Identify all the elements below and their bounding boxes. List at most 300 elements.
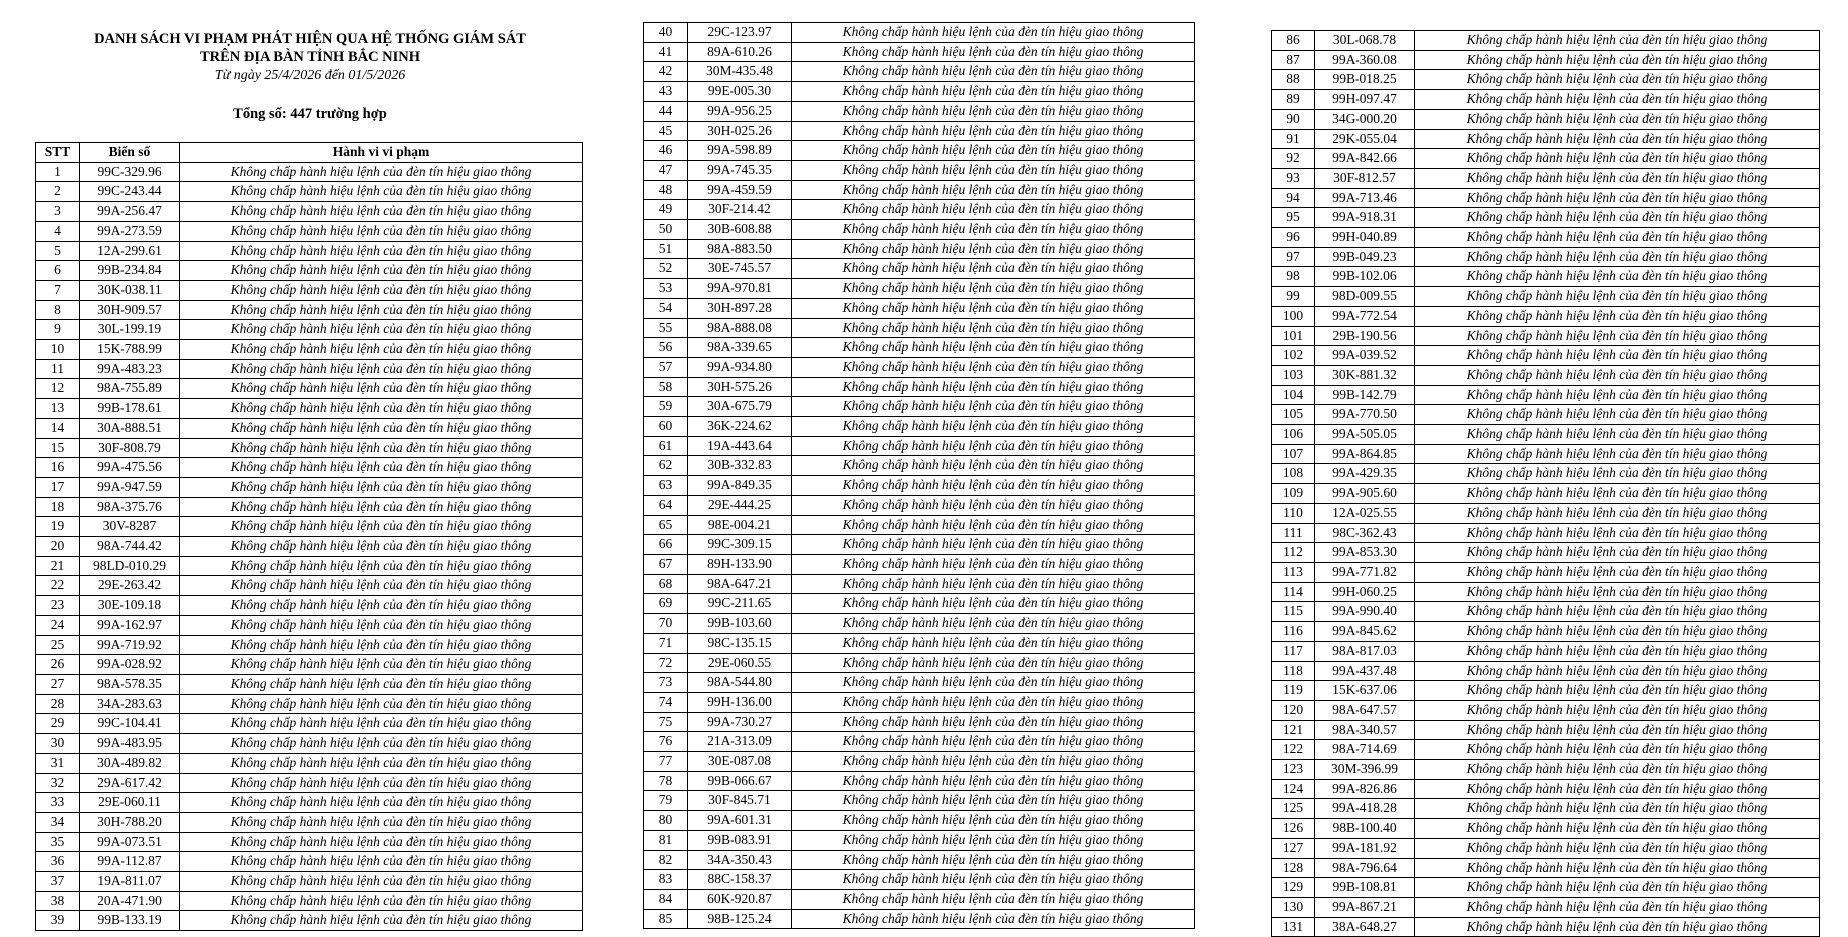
plate-cell: 30H-788.20 [80,812,180,832]
table-row [1272,188,1820,208]
plate-cell: 29E-060.55 [688,653,792,673]
violation-cell: Không chấp hành hiệu lệnh của đèn tín hiệu giao thông [1415,838,1820,858]
violation-cell: Không chấp hành hiệu lệnh của đèn tín hiệu giao thông [792,318,1195,338]
table-row [36,300,583,320]
plate-cell: 98A-647.21 [688,574,792,594]
stt-cell: 102 [1272,346,1315,366]
table-row [36,576,583,596]
stt-cell: 70 [644,614,688,634]
plate-cell: 29E-060.11 [80,793,180,813]
violation-cell: Không chấp hành hiệu lệnh của đèn tín hiệu giao thông [180,872,583,892]
table-row [36,734,583,754]
table-row [36,635,583,655]
violation-cell: Không chấp hành hiệu lệnh của đèn tín hiệu giao thông [1415,168,1820,188]
stt-header: STT [36,143,80,163]
violation-cell: Không chấp hành hiệu lệnh của đèn tín hiệu giao thông [792,811,1195,831]
violation-cell: Không chấp hành hiệu lệnh của đèn tín hiệu giao thông [180,793,583,813]
violation-cell: Không chấp hành hiệu lệnh của đèn tín hiệu giao thông [1415,681,1820,701]
plate-cell: 29E-263.42 [80,576,180,596]
violation-cell: Không chấp hành hiệu lệnh của đèn tín hiệu giao thông [1415,306,1820,326]
stt-cell: 4 [36,221,80,241]
violations-table-2 [643,22,1195,929]
violation-cell: Không chấp hành hiệu lệnh của đèn tín hiệu giao thông [180,418,583,438]
stt-cell: 37 [36,872,80,892]
stt-cell: 1 [36,162,80,182]
table-row [644,298,1195,318]
violation-cell: Không chấp hành hiệu lệnh của đèn tín hiệu giao thông [792,673,1195,693]
violation-cell: Không chấp hành hiệu lệnh của đèn tín hiệu giao thông [180,221,583,241]
violation-cell: Không chấp hành hiệu lệnh của đèn tín hiệu giao thông [180,517,583,537]
table-row [36,753,583,773]
table-row [36,162,583,182]
violation-cell: Không chấp hành hiệu lệnh của đèn tín hiệu giao thông [180,734,583,754]
table-row [36,596,583,616]
table-row [1272,149,1820,169]
stt-cell: 40 [644,23,688,43]
stt-cell: 55 [644,318,688,338]
total-count: Tổng số: 447 trường hợp [233,106,387,122]
stt-cell: 94 [1272,188,1315,208]
violation-cell: Không chấp hành hiệu lệnh của đèn tín hiệu giao thông [792,456,1195,476]
violation-cell: Không chấp hành hiệu lệnh của đèn tín hiệu giao thông [180,379,583,399]
table-row [36,911,583,931]
violation-cell: Không chấp hành hiệu lệnh của đèn tín hiệu giao thông [180,399,583,419]
violation-cell: Không chấp hành hiệu lệnh của đèn tín hiệu giao thông [1415,444,1820,464]
stt-cell: 81 [644,830,688,850]
table-header-row [36,143,583,163]
table-row [644,279,1195,299]
table-row [1272,484,1820,504]
violation-cell: Không chấp hành hiệu lệnh của đèn tín hiệu giao thông [180,300,583,320]
document-title-line-2: TRÊN ĐỊA BÀN TỈNH BẮC NINH [199,49,421,65]
violation-cell: Không chấp hành hiệu lệnh của đèn tín hiệu giao thông [1415,228,1820,248]
plate-cell: 98A-888.08 [688,318,792,338]
table-row [644,338,1195,358]
table-row [36,832,583,852]
violation-cell: Không chấp hành hiệu lệnh của đèn tín hiệu giao thông [792,397,1195,417]
plate-cell: 99A-475.56 [80,458,180,478]
plate-cell: 98A-755.89 [80,379,180,399]
plate-cell: 99A-845.62 [1315,622,1415,642]
stt-cell: 35 [36,832,80,852]
table-row [1272,267,1820,287]
violation-cell: Không chấp hành hiệu lệnh của đèn tín hiệu giao thông [1415,267,1820,287]
table-row [1272,208,1820,228]
stt-cell: 38 [36,891,80,911]
table-row [1272,779,1820,799]
table-row [1272,287,1820,307]
stt-cell: 106 [1272,425,1315,445]
stt-cell: 120 [1272,700,1315,720]
plate-cell: 99A-956.25 [688,101,792,121]
table-row [1272,31,1820,51]
violation-cell: Không chấp hành hiệu lệnh của đèn tín hiệu giao thông [1415,31,1820,51]
table-row [36,438,583,458]
plate-cell: 98A-883.50 [688,239,792,259]
table-row [36,852,583,872]
violation-cell: Không chấp hành hiệu lệnh của đèn tín hiệu giao thông [792,909,1195,929]
plate-cell: 99A-853.30 [1315,543,1415,563]
table-row [1272,819,1820,839]
table-row [644,220,1195,240]
plate-cell: 98LD-010.29 [80,556,180,576]
violation-cell: Không chấp hành hiệu lệnh của đèn tín hiệu giao thông [1415,287,1820,307]
table-row [1272,247,1820,267]
violation-cell: Không chấp hành hiệu lệnh của đèn tín hiệu giao thông [1415,129,1820,149]
stt-cell: 112 [1272,543,1315,563]
violation-cell: Không chấp hành hiệu lệnh của đèn tín hiệu giao thông [792,830,1195,850]
stt-cell: 44 [644,101,688,121]
table-row [1272,740,1820,760]
plate-cell: 60K-920.87 [688,889,792,909]
violations-table-3 [1271,30,1820,937]
stt-cell: 62 [644,456,688,476]
stt-cell: 23 [36,596,80,616]
table-row [644,377,1195,397]
violation-cell: Không chấp hành hiệu lệnh của đèn tín hiệu giao thông [180,556,583,576]
stt-cell: 118 [1272,661,1315,681]
table-row [644,318,1195,338]
violation-cell: Không chấp hành hiệu lệnh của đèn tín hiệu giao thông [180,655,583,675]
stt-cell: 7 [36,280,80,300]
plate-cell: 34A-283.63 [80,694,180,714]
table-row [644,23,1195,43]
table-row [1272,917,1820,937]
stt-cell: 109 [1272,484,1315,504]
violation-cell: Không chấp hành hiệu lệnh của đèn tín hiệu giao thông [792,535,1195,555]
violation-cell: Không chấp hành hiệu lệnh của đèn tín hiệu giao thông [1415,70,1820,90]
plate-cell: 29E-444.25 [688,495,792,515]
violation-cell: Không chấp hành hiệu lệnh của đèn tín hiệu giao thông [792,141,1195,161]
table-row [644,101,1195,121]
plate-cell: 99H-060.25 [1315,582,1415,602]
violation-cell: Không chấp hành hiệu lệnh của đèn tín hiệu giao thông [792,239,1195,259]
plate-cell: 19A-443.64 [688,436,792,456]
stt-cell: 36 [36,852,80,872]
table-row [1272,444,1820,464]
violation-cell: Không chấp hành hiệu lệnh của đèn tín hiệu giao thông [792,121,1195,141]
plate-cell: 30H-575.26 [688,377,792,397]
table-row [1272,562,1820,582]
table-row [36,261,583,281]
table-row [1272,365,1820,385]
plate-cell: 99B-108.81 [1315,878,1415,898]
plate-cell: 99C-329.96 [80,162,180,182]
stt-cell: 12 [36,379,80,399]
plate-cell: 98B-125.24 [688,909,792,929]
table-row [36,241,583,261]
table-row [36,615,583,635]
plate-cell: 99A-073.51 [80,832,180,852]
violation-cell: Không chấp hành hiệu lệnh của đèn tín hiệu giao thông [1415,149,1820,169]
table-row [1272,168,1820,188]
stt-cell: 96 [1272,228,1315,248]
table-row [644,811,1195,831]
table-row [1272,700,1820,720]
plate-cell: 99A-826.86 [1315,779,1415,799]
table-row [36,714,583,734]
plate-cell: 99A-713.46 [1315,188,1415,208]
stt-cell: 19 [36,517,80,537]
violation-cell: Không chấp hành hiệu lệnh của đèn tín hiệu giao thông [792,732,1195,752]
stt-cell: 59 [644,397,688,417]
violation-cell: Không chấp hành hiệu lệnh của đèn tín hiệu giao thông [1415,208,1820,228]
violation-cell: Không chấp hành hiệu lệnh của đèn tín hiệu giao thông [792,377,1195,397]
table-row [36,399,583,419]
violation-cell: Không chấp hành hiệu lệnh của đèn tín hiệu giao thông [1415,779,1820,799]
plate-cell: 99A-864.85 [1315,444,1415,464]
stt-cell: 29 [36,714,80,734]
violation-cell: Không chấp hành hiệu lệnh của đèn tín hiệu giao thông [180,438,583,458]
stt-cell: 123 [1272,760,1315,780]
stt-cell: 88 [1272,70,1315,90]
table-row [1272,582,1820,602]
plate-cell: 99A-483.23 [80,359,180,379]
stt-cell: 127 [1272,838,1315,858]
plate-cell: 15K-637.06 [1315,681,1415,701]
plate-cell: 98A-647.57 [1315,700,1415,720]
stt-cell: 33 [36,793,80,813]
plate-cell: 30F-214.42 [688,200,792,220]
stt-cell: 111 [1272,523,1315,543]
table-row [644,830,1195,850]
table-row [644,633,1195,653]
violation-cell: Không chấp hành hiệu lệnh của đèn tín hiệu giao thông [180,320,583,340]
plate-cell: 99C-211.65 [688,594,792,614]
violation-cell: Không chấp hành hiệu lệnh của đèn tín hiệu giao thông [1415,484,1820,504]
stt-cell: 73 [644,673,688,693]
plate-cell: 12A-025.55 [1315,503,1415,523]
table-row [36,320,583,340]
violation-cell: Không chấp hành hiệu lệnh của đèn tín hiệu giao thông [180,714,583,734]
violation-cell: Không chấp hành hiệu lệnh của đèn tín hiệu giao thông [1415,365,1820,385]
table-row [1272,799,1820,819]
stt-cell: 68 [644,574,688,594]
violation-cell: Không chấp hành hiệu lệnh của đèn tín hiệu giao thông [180,911,583,931]
plate-cell: 98C-135.15 [688,633,792,653]
table-row [644,692,1195,712]
plate-cell: 99A-934.80 [688,357,792,377]
violation-cell: Không chấp hành hiệu lệnh của đèn tín hiệu giao thông [792,850,1195,870]
stt-cell: 113 [1272,562,1315,582]
stt-cell: 98 [1272,267,1315,287]
plate-cell: 34G-000.20 [1315,109,1415,129]
stt-cell: 89 [1272,90,1315,110]
plate-cell: 99A-770.50 [1315,405,1415,425]
stt-cell: 67 [644,554,688,574]
plate-cell: 30H-909.57 [80,300,180,320]
stt-cell: 2 [36,182,80,202]
stt-cell: 24 [36,615,80,635]
table-row [36,556,583,576]
violation-cell: Không chấp hành hiệu lệnh của đèn tín hiệu giao thông [792,712,1195,732]
stt-cell: 121 [1272,720,1315,740]
plate-cell: 99B-066.67 [688,771,792,791]
plate-cell: 98A-744.42 [80,537,180,557]
violation-cell: Không chấp hành hiệu lệnh của đèn tín hiệu giao thông [792,633,1195,653]
stt-cell: 83 [644,870,688,890]
plate-cell: 30M-396.99 [1315,760,1415,780]
violation-cell: Không chấp hành hiệu lệnh của đèn tín hiệu giao thông [792,870,1195,890]
plate-cell: 98A-544.80 [688,673,792,693]
stt-cell: 97 [1272,247,1315,267]
table-row [644,574,1195,594]
stt-cell: 95 [1272,208,1315,228]
violation-cell: Không chấp hành hiệu lệnh của đèn tín hiệu giao thông [1415,700,1820,720]
violation-cell: Không chấp hành hiệu lệnh của đèn tín hiệu giao thông [180,635,583,655]
table-row [644,397,1195,417]
stt-cell: 66 [644,535,688,555]
violation-cell: Không chấp hành hiệu lệnh của đèn tín hiệu giao thông [180,812,583,832]
violation-cell: Không chấp hành hiệu lệnh của đèn tín hiệu giao thông [180,261,583,281]
violations-table-1 [35,142,583,931]
plate-cell: 99B-049.23 [1315,247,1415,267]
plate-cell: 98D-009.55 [1315,287,1415,307]
plate-cell: 30M-435.48 [688,62,792,82]
table-row [36,537,583,557]
table-row [1272,602,1820,622]
plate-cell: 99B-102.06 [1315,267,1415,287]
stt-cell: 43 [644,82,688,102]
stt-cell: 48 [644,180,688,200]
plate-cell: 30F-808.79 [80,438,180,458]
stt-cell: 108 [1272,464,1315,484]
violation-cell: Không chấp hành hiệu lệnh của đèn tín hiệu giao thông [1415,720,1820,740]
stt-cell: 6 [36,261,80,281]
stt-cell: 82 [644,850,688,870]
plate-cell: 99A-970.81 [688,279,792,299]
violation-cell: Không chấp hành hiệu lệnh của đèn tín hiệu giao thông [792,82,1195,102]
table-row [644,771,1195,791]
plate-cell: 99H-136.00 [688,692,792,712]
plate-cell: 99A-028.92 [80,655,180,675]
table-row [36,418,583,438]
table-row [1272,70,1820,90]
plate-cell: 29A-617.42 [80,773,180,793]
document-title-line-1: DANH SÁCH VI PHẠM PHÁT HIỆN QUA HỆ THỐNG GIÁM SÁT [94,31,526,47]
violation-cell: Không chấp hành hiệu lệnh của đèn tín hiệu giao thông [792,436,1195,456]
stt-cell: 3 [36,202,80,222]
violation-cell: Không chấp hành hiệu lệnh của đèn tín hiệu giao thông [1415,819,1820,839]
table-row [644,141,1195,161]
violation-cell: Không chấp hành hiệu lệnh của đèn tín hiệu giao thông [792,160,1195,180]
stt-cell: 8 [36,300,80,320]
violation-cell: Không chấp hành hiệu lệnh của đèn tín hiệu giao thông [1415,897,1820,917]
table-row [644,554,1195,574]
table-row [644,200,1195,220]
table-row [36,891,583,911]
stt-cell: 46 [644,141,688,161]
table-row [644,752,1195,772]
violation-header: Hành vi vi phạm [180,143,583,163]
plate-cell: 99B-133.19 [80,911,180,931]
plate-cell: 30E-745.57 [688,259,792,279]
plate-cell: 30H-897.28 [688,298,792,318]
plate-cell: 99A-162.97 [80,615,180,635]
violation-cell: Không chấp hành hiệu lệnh của đèn tín hiệu giao thông [180,241,583,261]
violation-cell: Không chấp hành hiệu lệnh của đèn tín hiệu giao thông [180,773,583,793]
stt-cell: 13 [36,399,80,419]
plate-cell: 98A-796.64 [1315,858,1415,878]
plate-cell: 99A-842.66 [1315,149,1415,169]
violation-cell: Không chấp hành hiệu lệnh của đèn tín hiệu giao thông [180,537,583,557]
stt-cell: 39 [36,911,80,931]
violation-cell: Không chấp hành hiệu lệnh của đèn tín hiệu giao thông [792,180,1195,200]
plate-cell: 98A-817.03 [1315,641,1415,661]
plate-cell: 98B-100.40 [1315,819,1415,839]
table-row [36,812,583,832]
plate-cell: 99A-273.59 [80,221,180,241]
document-header [35,30,585,123]
plate-cell: 30F-812.57 [1315,168,1415,188]
plate-cell: 34A-350.43 [688,850,792,870]
violation-cell: Không chấp hành hiệu lệnh của đèn tín hiệu giao thông [1415,602,1820,622]
violation-cell: Không chấp hành hiệu lệnh của đèn tín hiệu giao thông [792,417,1195,437]
table-row [644,515,1195,535]
violation-cell: Không chấp hành hiệu lệnh của đèn tín hiệu giao thông [1415,582,1820,602]
violation-cell: Không chấp hành hiệu lệnh của đèn tín hiệu giao thông [792,653,1195,673]
plate-cell: 30E-109.18 [80,596,180,616]
stt-cell: 76 [644,732,688,752]
plate-cell: 98A-714.69 [1315,740,1415,760]
plate-cell: 12A-299.61 [80,241,180,261]
violation-cell: Không chấp hành hiệu lệnh của đèn tín hiệu giao thông [180,497,583,517]
table-row [1272,346,1820,366]
stt-cell: 130 [1272,897,1315,917]
violation-cell: Không chấp hành hiệu lệnh của đèn tín hiệu giao thông [1415,346,1820,366]
stt-cell: 122 [1272,740,1315,760]
plate-cell: 99C-104.41 [80,714,180,734]
stt-cell: 61 [644,436,688,456]
plate-cell: 99B-018.25 [1315,70,1415,90]
table-row [1272,681,1820,701]
table-row [644,889,1195,909]
plate-cell: 99A-745.35 [688,160,792,180]
violation-cell: Không chấp hành hiệu lệnh của đèn tín hiệu giao thông [792,279,1195,299]
stt-cell: 15 [36,438,80,458]
violation-cell: Không chấp hành hiệu lệnh của đèn tín hiệu giao thông [792,614,1195,634]
violation-cell: Không chấp hành hiệu lệnh của đèn tín hiệu giao thông [180,615,583,635]
stt-cell: 27 [36,674,80,694]
violation-cell: Không chấp hành hiệu lệnh của đèn tín hiệu giao thông [792,259,1195,279]
table-row [644,495,1195,515]
violation-cell: Không chấp hành hiệu lệnh của đèn tín hiệu giao thông [1415,188,1820,208]
plate-cell: 99A-905.60 [1315,484,1415,504]
violation-cell: Không chấp hành hiệu lệnh của đèn tín hiệu giao thông [792,791,1195,811]
violation-cell: Không chấp hành hiệu lệnh của đèn tín hiệu giao thông [792,889,1195,909]
violation-cell: Không chấp hành hiệu lệnh của đèn tín hiệu giao thông [1415,661,1820,681]
violation-cell: Không chấp hành hiệu lệnh của đèn tín hiệu giao thông [792,101,1195,121]
stt-cell: 90 [1272,109,1315,129]
violation-cell: Không chấp hành hiệu lệnh của đèn tín hiệu giao thông [180,202,583,222]
plate-cell: 98A-339.65 [688,338,792,358]
stt-cell: 79 [644,791,688,811]
violation-cell: Không chấp hành hiệu lệnh của đèn tín hiệu giao thông [792,574,1195,594]
plate-cell: 98A-340.57 [1315,720,1415,740]
violation-cell: Không chấp hành hiệu lệnh của đèn tín hiệu giao thông [180,340,583,360]
table-row [36,674,583,694]
violation-cell: Không chấp hành hiệu lệnh của đèn tín hiệu giao thông [792,23,1195,43]
stt-cell: 117 [1272,641,1315,661]
table-row [1272,661,1820,681]
stt-cell: 28 [36,694,80,714]
plate-cell: 15K-788.99 [80,340,180,360]
stt-cell: 32 [36,773,80,793]
stt-cell: 115 [1272,602,1315,622]
stt-cell: 51 [644,239,688,259]
stt-cell: 63 [644,476,688,496]
table-row [1272,228,1820,248]
